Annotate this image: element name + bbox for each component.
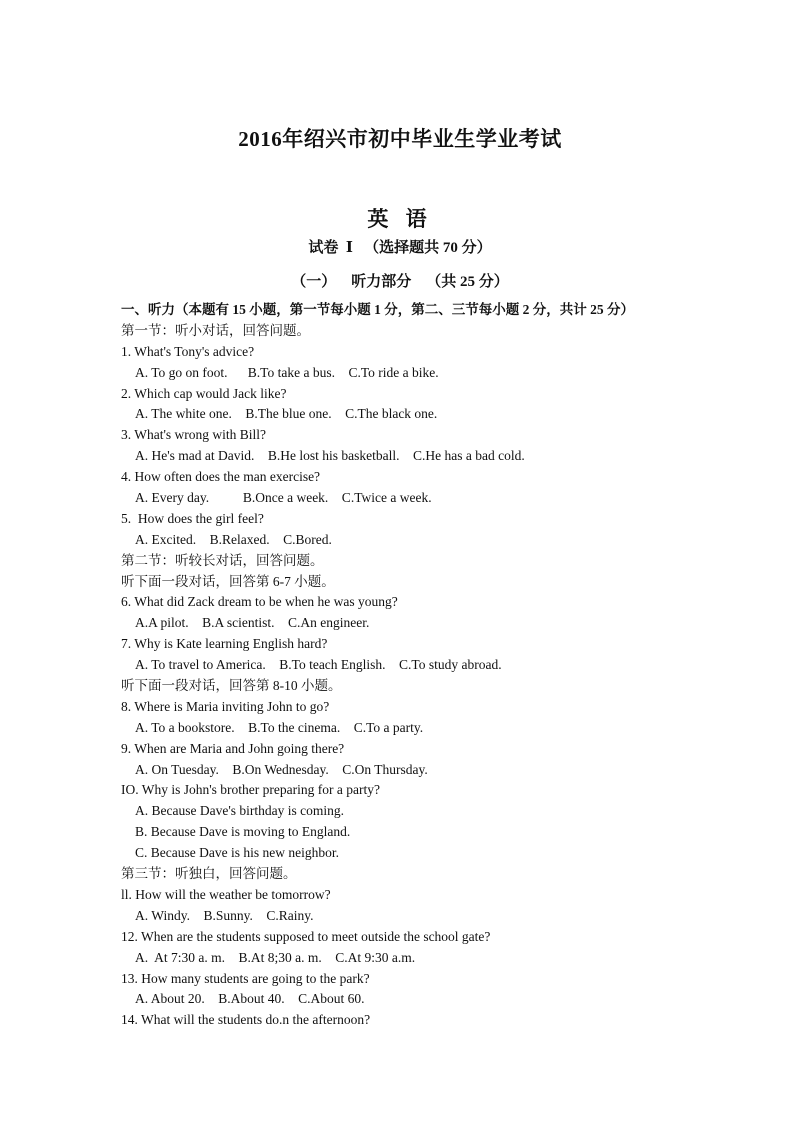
question-line: 4. How often does the man exercise? [121, 469, 321, 485]
part-heading: （一） 听力部分 （共 25 分） [291, 274, 509, 290]
question-line: 8. Where is Maria inviting John to go? [121, 698, 330, 714]
question-line: IO. Why is John's brother preparing for a party? [121, 782, 380, 798]
options-line: A. At 7:30 a. m. B.At 8;30 a. m. C.At 9:30 a.m. [135, 949, 416, 965]
question-line: ll. How will the weather be tomorrow? [121, 886, 331, 902]
question-line: 1. What's Tony's advice? [121, 343, 255, 359]
question-line: 13. How many students are going to the park? [121, 970, 370, 986]
question-line: 7. Why is Kate learning English hard? [121, 636, 328, 652]
question-line: 3. What's wrong with Bill? [121, 427, 267, 443]
instruction-line: 第三节：听独白，回答问题。 [121, 866, 297, 882]
options-line: A. Windy. B.Sunny. C.Rainy. [135, 907, 314, 923]
question-line: 5. How does the girl feel? [121, 510, 264, 526]
options-line: A. About 20. B.About 40. C.About 60. [135, 991, 365, 1007]
options-line: A. The white one. B.The blue one. C.The black one. [135, 406, 438, 422]
exam-title: 2016年绍兴市初中毕业生学业考试 [238, 127, 562, 151]
instruction-line: 第一节：听小对话，回答问题。 [121, 322, 310, 338]
question-line: 9. When are Maria and John going there? [121, 740, 345, 756]
question-line: 14. What will the students do.n the afternoon? [121, 1012, 371, 1028]
options-line: A. Every day. B.Once a week. C.Twice a week. [135, 490, 432, 506]
options-line: A. Because Dave's birthday is coming. [135, 803, 345, 819]
instruction-line: 听下面一段对话，回答第 8-10 小题。 [121, 678, 342, 694]
question-line: 12. When are the students supposed to meet outside the school gate? [121, 928, 491, 944]
options-line: A. Excited. B.Relaxed. C.Bored. [135, 531, 332, 547]
options-line: A. To travel to America. B.To teach English. C.To study abroad. [135, 657, 502, 673]
options-line: A. He's mad at David. B.He lost his basketball. C.He has a bad cold. [135, 448, 525, 464]
options-line: A. To go on foot. B.To take a bus. C.To ride a bike. [135, 364, 439, 380]
options-line: A. To a bookstore. B.To the cinema. C.To a party. [135, 719, 424, 735]
options-line: A.A pilot. B.A scientist. C.An engineer. [135, 615, 370, 631]
question-line: 6. What did Zack dream to be when he was young? [121, 594, 398, 610]
subject-title: 英 语 [367, 207, 433, 231]
options-line: C. Because Dave is his new neighbor. [135, 845, 339, 861]
options-line: A. On Tuesday. B.On Wednesday. C.On Thursday. [135, 761, 428, 777]
question-list [121, 300, 781, 1031]
instruction-line: 听下面一段对话，回答第 6-7 小题。 [121, 573, 335, 589]
section-heading: 一、听力（本题有 15 小题，第一节每小题 1 分，第二、三节每小题 2 分，共计 25 分） [121, 302, 634, 317]
instruction-line: 第二节：听较长对话，回答问题。 [121, 552, 324, 568]
options-line: B. Because Dave is moving to England. [135, 824, 351, 840]
question-line: 2. Which cap would Jack like? [121, 385, 287, 401]
paper-heading: 试卷 Ⅰ （选择题共 70 分） [308, 240, 492, 256]
